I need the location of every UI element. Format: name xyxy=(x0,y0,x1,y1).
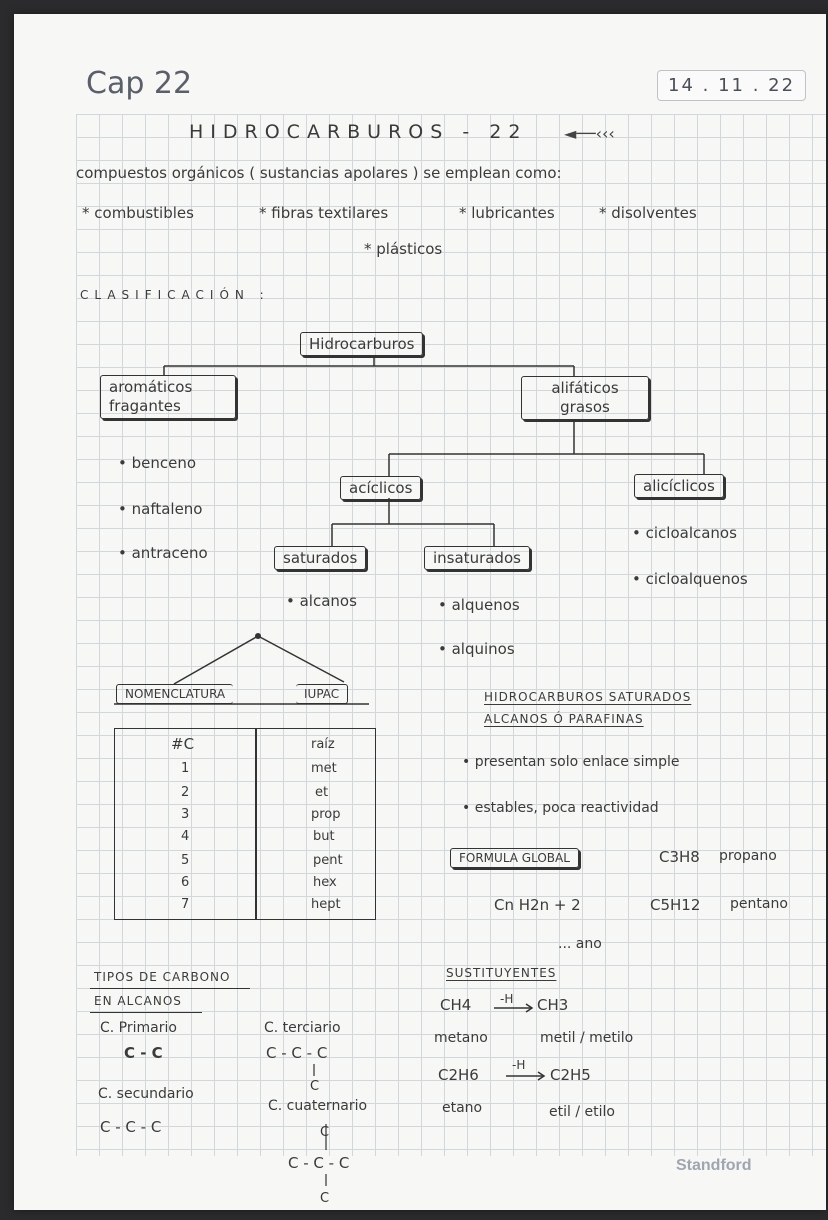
table-cell: et xyxy=(315,785,329,800)
use-item: * disolventes xyxy=(599,204,697,222)
nomenclature-label: NOMENCLATURA xyxy=(116,684,233,704)
example-formula: C3H8 xyxy=(659,848,700,866)
alicyclic-item: • cicloalcanos xyxy=(632,524,737,542)
acyclic-box: acíclicos xyxy=(340,476,421,500)
carbon-secondary-label: C. secundario xyxy=(98,1086,194,1102)
unsaturated-item: • alquenos xyxy=(438,596,520,614)
carbon-tertiary-struct: C - C - C xyxy=(266,1044,328,1062)
svg-text:C: C xyxy=(310,1079,320,1094)
substituent-from-name: etano xyxy=(442,1100,483,1116)
saturated-heading: ALCANOS Ó PARAFINAS xyxy=(484,712,644,726)
page-title: HIDROCARBUROS - 22 xyxy=(189,121,528,143)
date-box: 14 . 11 . 22 xyxy=(657,70,806,101)
general-formula: Cn H2n + 2 xyxy=(494,896,581,914)
table-cell: hex xyxy=(313,875,337,890)
aromatic-label: fragantes xyxy=(109,397,181,415)
table-cell: but xyxy=(313,829,335,844)
table-header: raíz xyxy=(311,737,335,752)
carbon-tertiary-label: C. terciario xyxy=(264,1020,341,1036)
saturated-heading: HIDROCARBUROS SATURADOS xyxy=(484,690,692,704)
classification-heading: CLASIFICACIÓN : xyxy=(80,288,270,302)
table-cell: 1 xyxy=(181,761,190,776)
carbon-secondary-struct: C - C - C xyxy=(100,1118,162,1136)
aromatic-item: • naftaleno xyxy=(118,500,203,518)
svg-text:C: C xyxy=(320,1191,330,1206)
formula-global-box: FORMULA GLOBAL xyxy=(450,848,579,868)
aliphatic-label: alifáticos xyxy=(551,379,619,397)
substituent-arrow: -H xyxy=(512,1058,526,1072)
unsaturated-item: • alquinos xyxy=(438,640,515,658)
aromatic-label: aromáticos xyxy=(109,378,193,396)
notebook-page xyxy=(14,14,826,1210)
carbon-types-heading: TIPOS DE CARBONO xyxy=(94,970,231,984)
table-cell: prop xyxy=(311,807,341,822)
aromatic-item: • benceno xyxy=(118,454,197,472)
svg-text:C: C xyxy=(320,1125,330,1140)
carbon-primary-label: C. Primario xyxy=(100,1020,177,1036)
suffix-note: ... ano xyxy=(558,936,602,952)
chapter-title: Cap 22 xyxy=(86,66,193,101)
table-cell: pent xyxy=(313,853,343,868)
saturated-point: • estables, poca reactividad xyxy=(462,800,659,816)
table-cell: 2 xyxy=(181,785,190,800)
substituent-to-name: metil / metilo xyxy=(540,1030,634,1046)
use-item: * plásticos xyxy=(364,240,443,258)
carbon-types-heading: EN ALCANOS xyxy=(94,994,182,1008)
example-formula: C5H12 xyxy=(650,896,701,914)
substituent-to-name: etil / etilo xyxy=(549,1104,615,1120)
substituent-to: CH3 xyxy=(537,996,569,1014)
table-cell: hept xyxy=(311,897,341,912)
substituent-arrow: -H xyxy=(500,992,514,1006)
aromatic-item: • antraceno xyxy=(118,544,208,562)
aliphatic-label: grasos xyxy=(560,398,610,416)
example-name: pentano xyxy=(730,896,788,912)
arrow-decoration: ◄──‹‹‹ xyxy=(564,124,615,143)
unsaturated-box: insaturados xyxy=(424,546,530,570)
substituent-from: CH4 xyxy=(440,996,472,1014)
alicyclic-box: alicíclicos xyxy=(634,474,724,498)
table-cell: 6 xyxy=(181,875,190,890)
table-cell: 4 xyxy=(181,829,190,844)
table-header: #C xyxy=(171,735,195,753)
saturated-item: • alcanos xyxy=(286,592,357,610)
carbon-quaternary-struct: C - C - C xyxy=(288,1154,350,1172)
substituent-from-name: metano xyxy=(434,1030,488,1046)
brand-logo: Standford xyxy=(676,1157,752,1174)
substituent-from: C2H6 xyxy=(438,1066,479,1084)
iupac-label: IUPAC xyxy=(296,684,348,704)
table-cell: 5 xyxy=(181,853,190,868)
alicyclic-item: • cicloalquenos xyxy=(632,570,748,588)
table-cell: met xyxy=(311,761,337,776)
example-name: propano xyxy=(719,848,777,864)
substituent-to: C2H5 xyxy=(550,1066,591,1084)
carbon-bonds xyxy=(14,14,826,1210)
table-cell: 3 xyxy=(181,807,190,822)
table-cell: 7 xyxy=(181,897,190,912)
saturated-point: • presentan solo enlace simple xyxy=(462,754,680,770)
saturated-box: saturados xyxy=(274,546,366,570)
use-item: * combustibles xyxy=(82,204,194,222)
substituents-heading: SUSTITUYENTES xyxy=(446,966,557,980)
use-item: * lubricantes xyxy=(459,204,555,222)
intro-line: compuestos orgánicos ( sustancias apolares ) se emplean como: xyxy=(76,164,562,182)
root-box: Hidrocarburos xyxy=(300,332,423,356)
carbon-primary-struct: C - C xyxy=(124,1044,163,1062)
carbon-quaternary-label: C. cuaternario xyxy=(268,1098,368,1114)
use-item: * fibras textilares xyxy=(259,204,389,222)
